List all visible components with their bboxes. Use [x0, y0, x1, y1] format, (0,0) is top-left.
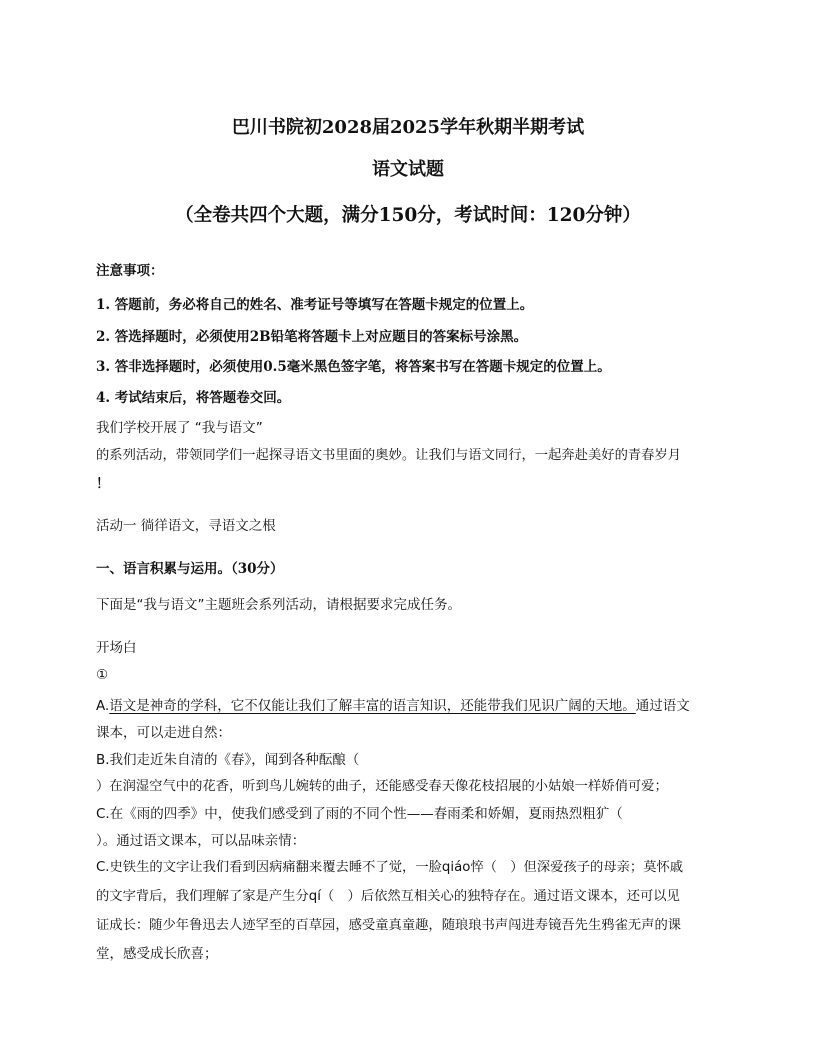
intro-line-3: ！ — [96, 476, 110, 492]
section-instruction: 下面是“我与语文”主题班会系列活动，请根据要求完成任务。 — [96, 597, 461, 613]
paragraph-d-line-2: 的文字背后，我们理解了家是产生分qí（ ）后依然互相关心的独特存在。通过语文课本，还可以见 — [96, 889, 680, 904]
intro-line-1: 我们学校开展了 “我与语文” — [96, 420, 263, 436]
paragraph-a-underlined: 语文是神奇的学科，它不仅能让我们了解丰富的语言知识，还能带我们见识广阔的天地。 — [109, 698, 636, 714]
opening-marker: ① — [96, 667, 109, 683]
exam-subject: 语文试题 — [372, 159, 444, 180]
activity-title: 活动一 徜徉语文，寻语文之根 — [96, 518, 276, 534]
paragraph-a-line-2: 课本，可以走进自然： — [96, 725, 231, 741]
exam-title: 巴川书院初2028届2025学年秋期半期考试 — [231, 117, 585, 138]
exam-info: （全卷共四个大题，满分150分，考试时间：120分钟） — [175, 205, 641, 226]
notes-item-4: 4. 考试结束后，将答题卷交回。 — [96, 390, 291, 406]
paragraph-d-line-3: 证成长：随少年鲁迅去人迹罕至的百草园，感受童真童趣，随琅琅书声闯进寿镜吾先生鸦雀无声的课 — [96, 918, 682, 933]
paragraph-d-line-4: 堂，感受成长欣喜； — [96, 946, 218, 962]
paragraph-c-line-2: ）。通过语文课本，可以品味亲情： — [96, 833, 306, 849]
intro-line-2: 的系列活动，带领同学们一起探寻语文书里面的奥妙。让我们与语文同行，一起奔赴美好的青春岁月 — [96, 448, 682, 463]
opening-label: 开场白 — [96, 640, 137, 656]
notes-heading: 注意事项： — [96, 263, 164, 279]
notes-item-1: 1. 答题前，务必将自己的姓名、准考证号等填写在答题卡规定的位置上。 — [96, 297, 534, 313]
paragraph-d-line-1: C.史铁生的文字让我们看到因病痛翻来覆去睡不了觉，一脸qiáo悴（ ）但深爱孩子的母亲；莫怀戚 — [96, 860, 684, 875]
paragraph-b-line-2: ）在润湿空气中的花香，听到鸟儿婉转的曲子，还能感受春天像花枝招展的小姑娘一样娇俏可爱； — [96, 779, 668, 794]
paragraph-a-prefix: A. — [96, 698, 110, 714]
notes-item-2: 2. 答选择题时，必须使用2B铅笔将答题卡上对应题目的答案标号涂黑。 — [96, 329, 528, 345]
section-title: 一、语言积累与运用。（30分） — [96, 561, 284, 577]
paragraph-c-line-1: C.在《雨的四季》中，使我们感受到了雨的不同个性——春雨柔和娇媚，夏雨热烈粗犷（ — [96, 806, 623, 822]
paragraph-a-rest: 通过语文 — [635, 698, 690, 714]
notes-item-3: 3. 答非选择题时，必须使用0.5毫米黑色签字笔，将答案书写在答题卡规定的位置上。 — [96, 359, 611, 375]
paragraph-a-line-1 — [96, 694, 690, 714]
paragraph-b-line-1: B.我们走近朱自清的《春》，闻到各种酝酿（ — [96, 752, 360, 768]
